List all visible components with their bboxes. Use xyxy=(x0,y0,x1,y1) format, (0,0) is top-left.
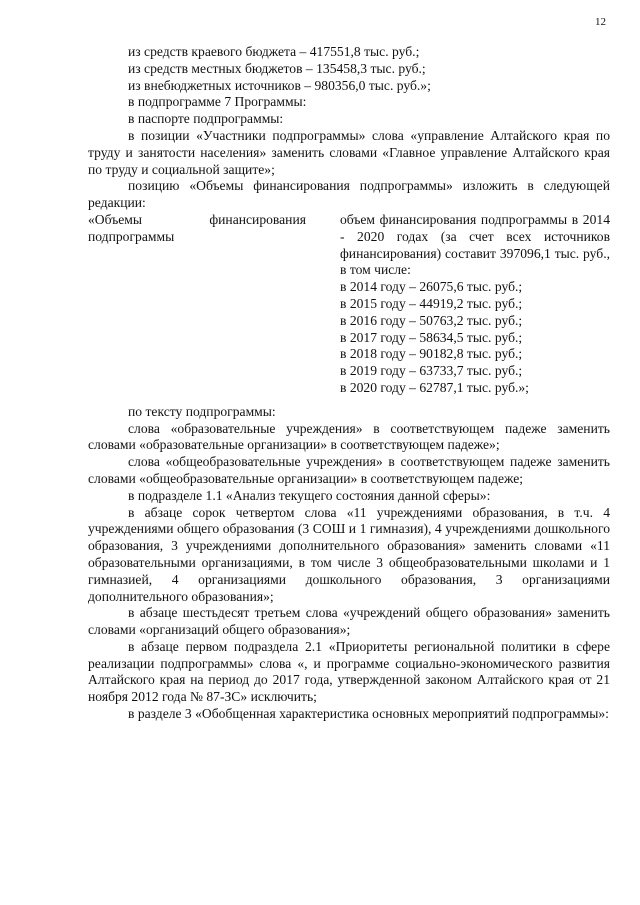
line-extrabudgetary: из внебюджетных источников – 980356,0 тыс. руб.»; xyxy=(128,77,431,93)
paragraph-general-education-institutions: слова «общеобразовательные учреждения» в соответствующем падеже заменить словами «общеобразовательные организации» в соответствующем падеже; xyxy=(88,454,610,486)
paragraph-subsection-2-1: в абзаце первом подраздела 2.1 «Приоритеты региональной политики в сфере реализации подпрограммы» слова «, и программе социально-экономического развития Алтайского края на период до 2017 года, утвержденной законом Алтайского края от 21 ноября 2012 года № 87-ЗС» исключить; xyxy=(88,638,610,705)
paragraph-volumes-intro: позицию «Объемы финансирования подпрограммы» изложить в следующей редакции: xyxy=(88,178,610,211)
line-subprogram-7: в подпрограмме 7 Программы: xyxy=(128,94,307,110)
financing-intro: объем финансирования подпрограммы в 2014 - 2020 годах (за счет всех источников финансирования) составит 397096,1 тыс. руб., в том числе: xyxy=(340,211,610,278)
financing-year-2016: в 2016 году – 50763,2 тыс. руб.; xyxy=(340,312,523,328)
paragraph-by-text: по тексту подпрограммы: xyxy=(128,403,276,419)
paragraph-educational-institutions: слова «образовательные учреждения» в соответствующем падеже заменить словами «образовательные организации» в соответствующем падеже»; xyxy=(88,420,610,453)
financing-year-2014: в 2014 году – 26075,6 тыс. руб.; xyxy=(340,279,523,295)
line-passport: в паспорте подпрограммы: xyxy=(128,111,284,127)
financing-table xyxy=(88,212,610,397)
paragraph-forty-fourth: в абзаце сорок четвертом слова «11 учреждениями образования, в т.ч. 4 учреждениями общего образования (3 СОШ и 1 гимназия), 4 учреждениями дошкольного образования, 3 учреждениями дополнительного образования» заменить словами «11 образовательными организациями, в том числе 3 общеобразовательными школами и 1 гимназией, 4 организациями дошкольного образования, 3 организациями дополнительного образования»; xyxy=(88,504,610,604)
financing-year-2015: в 2015 году – 44919,2 тыс. руб.; xyxy=(340,295,523,311)
paragraph-subsection-1-1: в подразделе 1.1 «Анализ текущего состояния данной сферы»: xyxy=(128,487,491,503)
paragraph-section-3: в разделе 3 «Обобщенная характеристика основных мероприятий подпрограммы»: xyxy=(128,706,609,722)
paragraph-sixty-third: в абзаце шестьдесят третьем слова «учреждений общего образования» заменить словами «организаций общего образования»; xyxy=(88,605,610,638)
financing-table-values xyxy=(340,212,610,397)
line-regional-budget: из средств краевого бюджета – 417551,8 тыс. руб.; xyxy=(128,44,420,59)
page-number: 12 xyxy=(595,16,606,28)
financing-year-2019: в 2019 году – 63733,7 тыс. руб.; xyxy=(340,363,523,379)
financing-label-line1: «Объемы финансирования xyxy=(88,211,306,227)
paragraph-participants: в позиции «Участники подпрограммы» слова «управление Алтайского края по труду и занятости населения» заменить словами «Главное управление Алтайского края по труду и социальной защите»; xyxy=(88,127,610,177)
line-local-budgets: из средств местных бюджетов – 135458,3 тыс. руб.; xyxy=(128,60,426,76)
financing-year-2020: в 2020 году – 62787,1 тыс. руб.»; xyxy=(340,379,529,395)
financing-year-2017: в 2017 году – 58634,5 тыс. руб.; xyxy=(340,329,523,345)
financing-year-2018: в 2018 году – 90182,8 тыс. руб.; xyxy=(340,346,523,362)
document-body xyxy=(88,44,610,723)
financing-table-label xyxy=(88,212,306,397)
financing-label-line2: подпрограммы xyxy=(88,228,175,244)
